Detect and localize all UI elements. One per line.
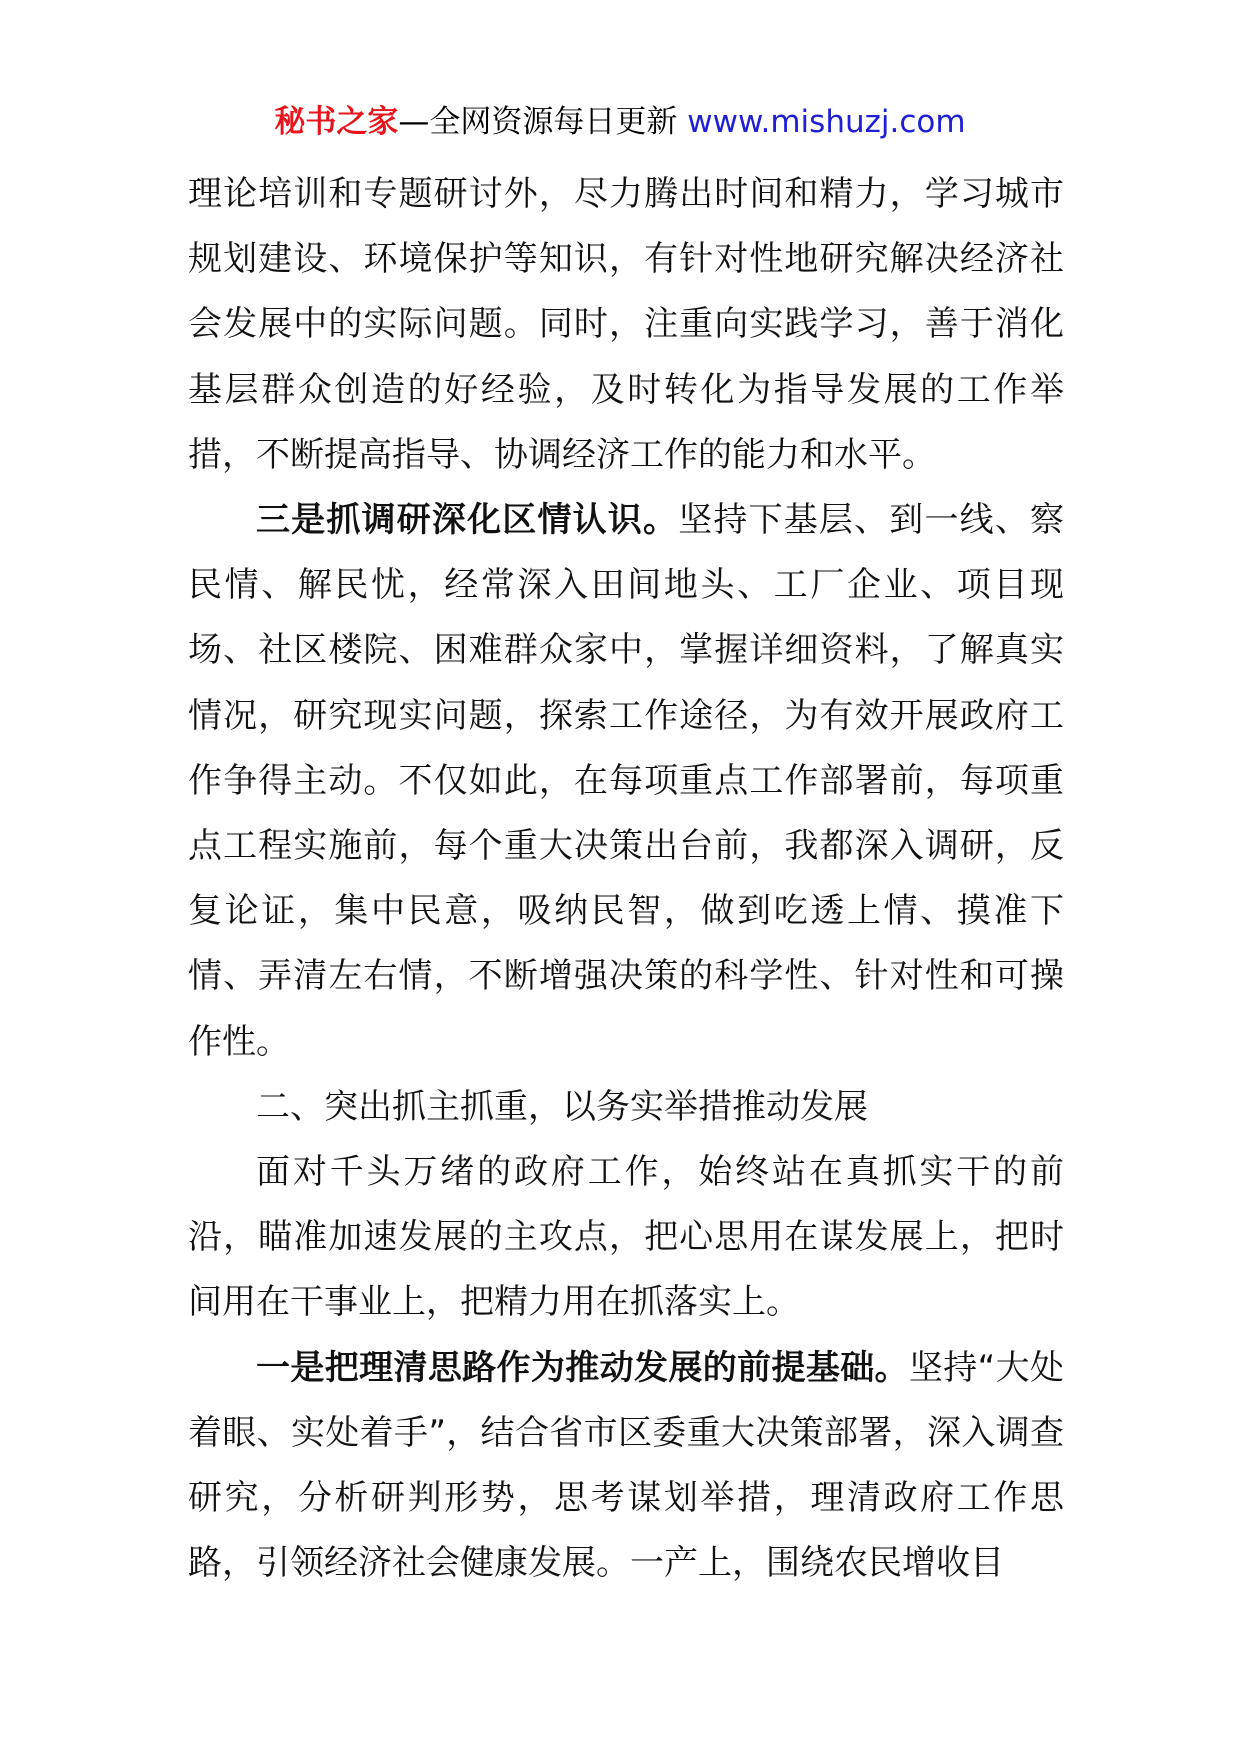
paragraph-5-text: 坚持“大处着眼、实处着手”，结合省市区委重大决策部署，深入调查研究，分析研判形势，思考谋划举措，理清政府工作思路，引领经济社会健康发展。一产上，围绕农民增收目: [188, 1347, 1064, 1584]
paragraph-2-lead: 三是抓调研深化区情认识。: [256, 500, 679, 541]
paragraph-4-text: 面对千头万绪的政府工作，始终站在真抓实干的前沿，瞄准加速发展的主攻点，把心思用在谋发展上，把时间用在干事业上，把精力用在抓落实上。: [188, 1152, 1064, 1323]
paragraph-4: [188, 1140, 1064, 1336]
paragraph-2-text: 坚持下基层、到一线、察民情、解民忧，经常深入田间地头、工厂企业、项目现场、社区楼院、困难群众家中，掌握详细资料，了解真实情况，研究现实问题，探索工作途径，为有效开展政府工作争得主动。不仅如此，在每项重点工作部署前，每项重点工程实施前，每个重大决策出台前，我都深入调研，反复论证，集中民意，吸纳民智，做到吃透上情、摸准下情、弄清左右情，不断增强决策的科学性、针对性和可操作性。: [188, 500, 1065, 1062]
document-body: [188, 162, 1064, 1596]
paragraph-2: [188, 488, 1064, 1075]
section-heading: [188, 1075, 1064, 1140]
paragraph-5: [188, 1336, 1064, 1597]
header-tagline: —全网资源每日更新: [398, 104, 688, 140]
page-header: [0, 100, 1240, 144]
header-url-link[interactable]: www.mishuzj.com: [687, 104, 966, 140]
section-heading-text: 二、突出抓主抓重，以务实举措推动发展: [256, 1086, 868, 1127]
paragraph-5-lead: 一是把理清思路作为推动发展的前提基础。: [256, 1347, 909, 1388]
paragraph-1: [188, 162, 1064, 488]
header-brand: 秘书之家: [274, 104, 399, 140]
paragraph-1-text: 理论培训和专题研讨外，尽力腾出时间和精力，学习城市规划建设、环境保护等知识，有针对性地研究解决经济社会发展中的实际问题。同时，注重向实践学习，善于消化基层群众创造的好经验，及时转化为指导发展的工作举措，不断提高指导、协调经济工作的能力和水平。: [188, 174, 1064, 475]
